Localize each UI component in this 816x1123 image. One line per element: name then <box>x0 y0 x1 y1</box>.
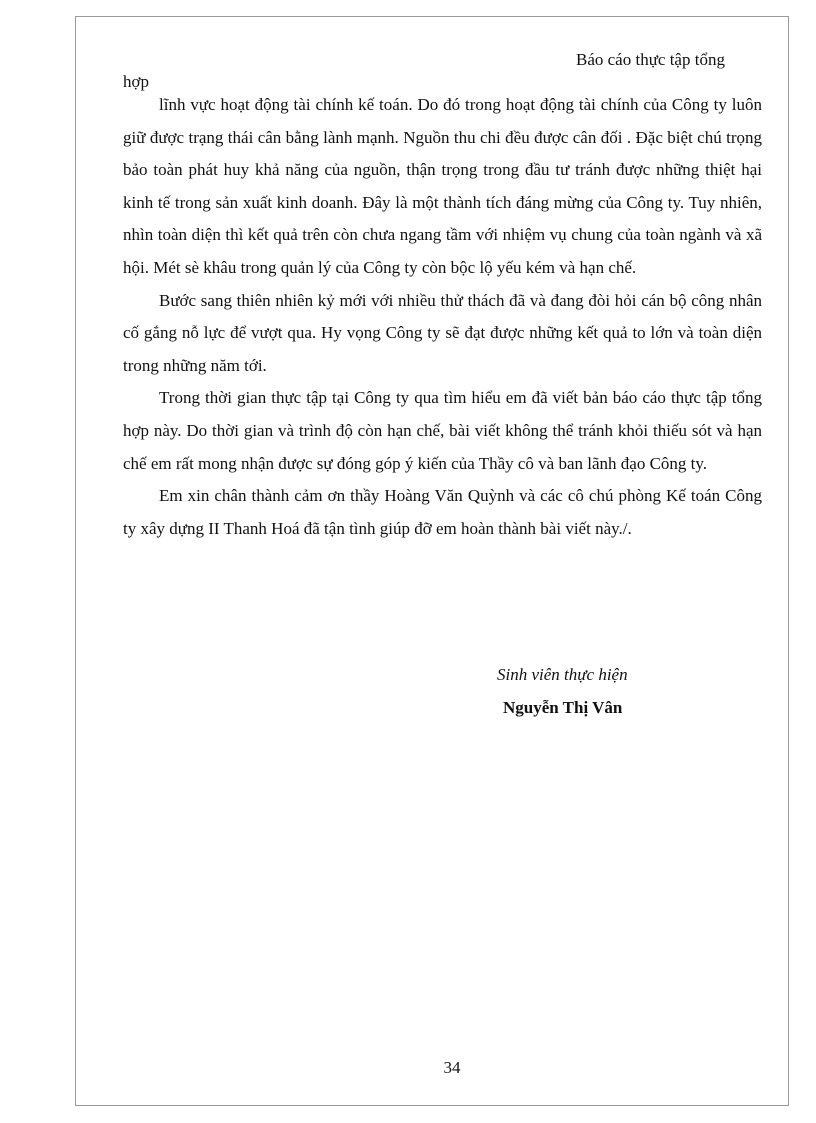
signature-role: Sinh viên thực hiện <box>497 665 628 684</box>
running-header-continuation: hợp <box>123 72 149 91</box>
paragraph-3: Trong thời gian thực tập tại Công ty qua tìm hiểu em đã viết bản báo cáo thực tập tổng hợp này. Do thời gian và trình độ còn hạn chế, bài viết không thể tránh khỏi thiếu sót và hạn chế em rất mong nhận được sự đóng góp ý kiến của Thầy cô và ban lãnh đạo Công ty. <box>123 388 762 473</box>
paragraph-4: Em xin chân thành cảm ơn thầy Hoàng Văn Quỳnh và các cô chú phòng Kế toán Công ty xây dựng II Thanh Hoá đã tận tình giúp đỡ em hoàn thành bài viết này./. <box>123 486 762 538</box>
paragraph-1: lĩnh vực hoạt động tài chính kế toán. Do đó trong hoạt động tài chính của Công ty luôn giữ được trạng thái cân bằng lành mạnh. Nguồn thu chi đều được cân đối . Đặc biệt chú trọng bảo toàn phát huy khả năng của nguồn, thận trọng trong đầu tư tránh được những thiệt hại kinh tế trong sản xuất kinh doanh. Đây là một thành tích đáng mừng của Công ty. Tuy nhiên, nhìn toàn diện thì kết quả trên còn chưa ngang tầm với nhiệm vụ chung của toàn ngành và xã hội. Mét sè khâu trong quản lý của Công ty còn bộc lộ yếu kém và hạn chế. <box>123 95 762 277</box>
running-header: Báo cáo thực tập tổng <box>576 50 725 69</box>
paragraph-2: Bước sang thiên nhiên kỷ mới với nhiều thử thách đã và đang đòi hỏi cán bộ công nhân cố gắng nỗ lực để vượt qua. Hy vọng Công ty sẽ đạt được những kết quả to lớn và toàn diện trong những năm tới. <box>123 290 762 375</box>
body-text <box>123 89 762 545</box>
page-number: 34 <box>443 1058 461 1077</box>
signature-name: Nguyễn Thị Vân <box>503 698 623 717</box>
